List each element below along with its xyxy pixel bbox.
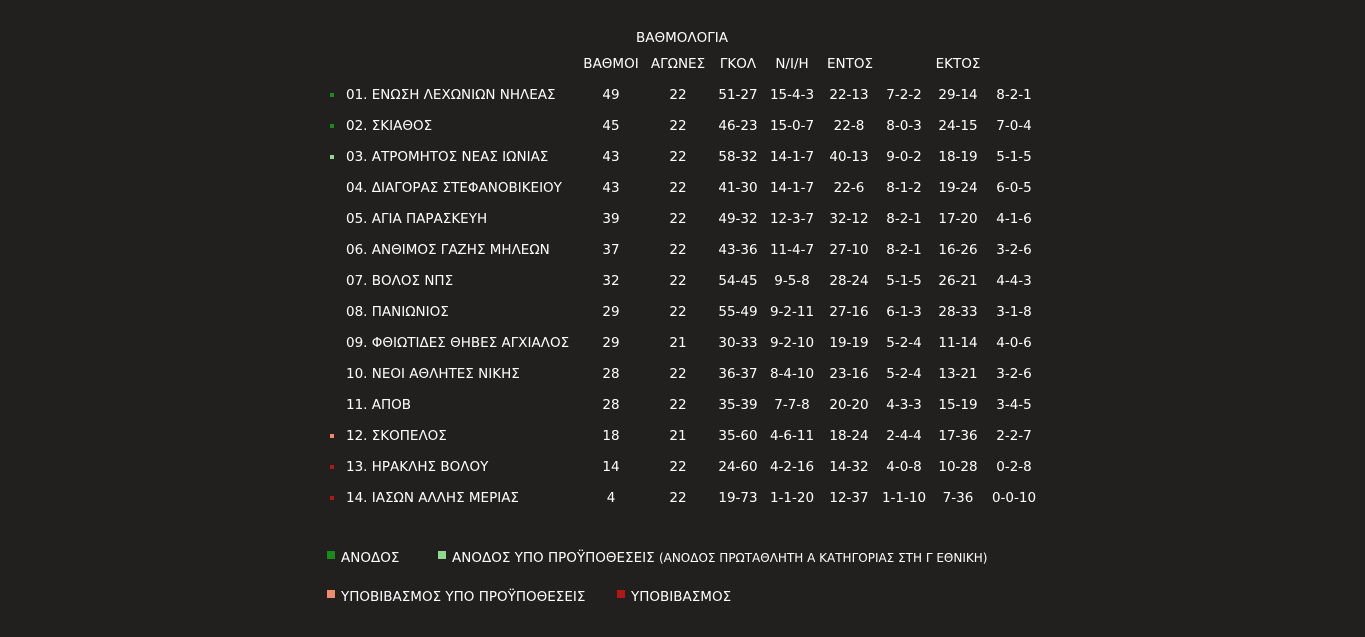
legend-conditional-relegation-label: ΥΠΟΒΙΒΑΣΜΟΣ ΥΠΟ ΠΡΟΫΠΟΘΕΣΕΙΣ (341, 589, 586, 605)
cell-matches: 22 (669, 242, 687, 258)
cell-away-wdl: 3-2-6 (996, 242, 1032, 258)
cell-matches: 22 (669, 459, 687, 475)
table-row (0, 421, 1365, 452)
cell-wdl: 4-6-11 (769, 428, 815, 444)
cell-away-goals: 18-19 (938, 149, 978, 165)
status-marker (330, 155, 334, 159)
cell-away-wdl: 3-4-5 (996, 397, 1032, 413)
cell-matches: 22 (669, 273, 687, 289)
status-marker (330, 124, 334, 128)
legend-promotion-label: ΑΝΟΔΟΣ (341, 550, 400, 566)
cell-home-goals: 22-6 (833, 180, 865, 196)
cell-matches: 22 (669, 149, 687, 165)
cell-home-wdl: 4-0-8 (886, 459, 922, 475)
cell-home-goals: 18-24 (829, 428, 869, 444)
cell-home-wdl: 7-2-2 (886, 87, 922, 103)
cell-matches: 22 (669, 180, 687, 196)
cell-away-wdl: 4-1-6 (996, 211, 1032, 227)
cell-points: 18 (602, 428, 620, 444)
cell-home-goals: 14-32 (829, 459, 869, 475)
cell-home-goals: 28-24 (829, 273, 869, 289)
cell-matches: 22 (669, 87, 687, 103)
cell-away-wdl: 8-2-1 (996, 87, 1032, 103)
status-marker (330, 465, 334, 469)
cell-matches: 21 (669, 335, 687, 351)
team-name: 08. ΠΑΝΙΩΝΙΟΣ (346, 304, 449, 320)
team-name: 06. ΑΝΘΙΜΟΣ ΓΑΖΗΣ ΜΗΛΕΩΝ (346, 242, 550, 258)
cell-goals: 54-45 (718, 273, 758, 289)
cell-points: 49 (602, 87, 620, 103)
cell-wdl: 4-2-16 (769, 459, 815, 475)
status-marker (330, 434, 334, 438)
cell-away-wdl: 0-2-8 (996, 459, 1032, 475)
table-row (0, 80, 1365, 111)
cell-points: 45 (602, 118, 620, 134)
cell-home-wdl: 4-3-3 (886, 397, 922, 413)
header-home: ΕΝΤΟΣ (826, 56, 874, 72)
cell-points: 39 (602, 211, 620, 227)
cell-goals: 49-32 (718, 211, 758, 227)
status-marker (330, 496, 334, 500)
cell-home-wdl: 5-2-4 (886, 366, 922, 382)
cell-away-goals: 26-21 (938, 273, 978, 289)
cell-goals: 43-36 (718, 242, 758, 258)
cell-away-wdl: 7-0-4 (996, 118, 1032, 134)
cell-points: 28 (602, 397, 620, 413)
cell-away-goals: 7-36 (942, 490, 974, 506)
team-name: 02. ΣΚΙΑΘΟΣ (346, 118, 433, 134)
cell-away-goals: 28-33 (938, 304, 978, 320)
cell-home-goals: 27-16 (829, 304, 869, 320)
cell-matches: 22 (669, 304, 687, 320)
team-name: 07. ΒΟΛΟΣ ΝΠΣ (346, 273, 454, 289)
table-row (0, 204, 1365, 235)
team-name: 14. ΙΑΣΩΝ ΑΛΛΗΣ ΜΕΡΙΑΣ (346, 490, 519, 506)
table-row (0, 390, 1365, 421)
conditional-relegation-swatch (327, 590, 335, 598)
team-name: 10. ΝΕΟΙ ΑΘΛΗΤΕΣ ΝΙΚΗΣ (346, 366, 520, 382)
legend-conditional-promotion-note: (ΑΝΟΔΟΣ ΠΡΩΤΑΘΛΗΤΗ Α ΚΑΤΗΓΟΡΙΑΣ ΣΤΗ Γ ΕΘΝΙΚΗ) (658, 551, 988, 565)
table-row (0, 142, 1365, 173)
cell-goals: 35-60 (718, 428, 758, 444)
table-row (0, 297, 1365, 328)
cell-matches: 22 (669, 211, 687, 227)
cell-wdl: 1-1-20 (769, 490, 815, 506)
cell-home-goals: 22-13 (829, 87, 869, 103)
cell-home-goals: 27-10 (829, 242, 869, 258)
cell-goals: 24-60 (718, 459, 758, 475)
cell-home-wdl: 2-4-4 (886, 428, 922, 444)
legend-conditional-promotion-label (452, 550, 987, 566)
cell-wdl: 9-5-8 (774, 273, 810, 289)
cell-wdl: 12-3-7 (769, 211, 815, 227)
cell-home-wdl: 8-1-2 (886, 180, 922, 196)
cell-home-wdl: 8-2-1 (886, 211, 922, 227)
promotion-swatch (327, 551, 335, 559)
cell-away-wdl: 4-4-3 (996, 273, 1032, 289)
cell-wdl: 9-2-11 (769, 304, 815, 320)
cell-points: 29 (602, 304, 620, 320)
team-name: 12. ΣΚΟΠΕΛΟΣ (346, 428, 447, 444)
cell-home-goals: 12-37 (829, 490, 869, 506)
standings-title: ΒΑΘΜΟΛΟΓΙΑ (636, 30, 728, 46)
cell-goals: 46-23 (718, 118, 758, 134)
cell-matches: 22 (669, 366, 687, 382)
cell-home-goals: 23-16 (829, 366, 869, 382)
cell-matches: 22 (669, 490, 687, 506)
cell-home-goals: 40-13 (829, 149, 869, 165)
cell-away-wdl: 2-2-7 (996, 428, 1032, 444)
header-wdl: Ν/Ι/Η (775, 56, 809, 72)
cell-away-goals: 15-19 (938, 397, 978, 413)
team-name: 01. ΕΝΩΣΗ ΛΕΧΩΝΙΩΝ ΝΗΛΕΑΣ (346, 87, 556, 103)
cell-wdl: 14-1-7 (769, 149, 815, 165)
cell-matches: 21 (669, 428, 687, 444)
cell-away-goals: 24-15 (938, 118, 978, 134)
cell-points: 4 (606, 490, 616, 506)
cell-away-wdl: 3-1-8 (996, 304, 1032, 320)
cell-wdl: 11-4-7 (769, 242, 815, 258)
cell-points: 14 (602, 459, 620, 475)
cell-points: 29 (602, 335, 620, 351)
cell-away-goals: 17-20 (938, 211, 978, 227)
cell-away-goals: 17-36 (938, 428, 978, 444)
cell-away-wdl: 3-2-6 (996, 366, 1032, 382)
cell-away-wdl: 0-0-10 (991, 490, 1037, 506)
table-row (0, 483, 1365, 514)
cell-goals: 36-37 (718, 366, 758, 382)
cell-away-goals: 11-14 (938, 335, 978, 351)
cell-away-goals: 29-14 (938, 87, 978, 103)
cell-home-wdl: 5-1-5 (886, 273, 922, 289)
cell-goals: 35-39 (718, 397, 758, 413)
cell-home-goals: 20-20 (829, 397, 869, 413)
cell-home-wdl: 5-2-4 (886, 335, 922, 351)
cell-points: 32 (602, 273, 620, 289)
table-row (0, 328, 1365, 359)
status-marker (330, 93, 334, 97)
table-row (0, 235, 1365, 266)
cell-home-goals: 19-19 (829, 335, 869, 351)
team-name: 03. ΑΤΡΟΜΗΤΟΣ ΝΕΑΣ ΙΩΝΙΑΣ (346, 149, 549, 165)
cell-away-wdl: 6-0-5 (996, 180, 1032, 196)
cell-matches: 22 (669, 397, 687, 413)
cell-home-goals: 22-8 (833, 118, 865, 134)
team-name: 13. ΗΡΑΚΛΗΣ ΒΟΛΟΥ (346, 459, 489, 475)
legend-relegation-label: ΥΠΟΒΙΒΑΣΜΟΣ (631, 589, 732, 605)
cell-home-wdl: 1-1-10 (881, 490, 927, 506)
team-name: 11. ΑΠΟΒ (346, 397, 412, 413)
cell-away-goals: 13-21 (938, 366, 978, 382)
cell-home-wdl: 8-0-3 (886, 118, 922, 134)
header-matches: ΑΓΩΝΕΣ (650, 56, 706, 72)
conditional-promotion-swatch (438, 551, 446, 559)
cell-away-goals: 19-24 (938, 180, 978, 196)
relegation-swatch (617, 590, 625, 598)
table-row (0, 111, 1365, 142)
cell-goals: 30-33 (718, 335, 758, 351)
cell-wdl: 15-0-7 (769, 118, 815, 134)
cell-home-wdl: 6-1-3 (886, 304, 922, 320)
cell-wdl: 15-4-3 (769, 87, 815, 103)
cell-wdl: 9-2-10 (769, 335, 815, 351)
cell-points: 37 (602, 242, 620, 258)
legend-conditional-promotion-text: ΑΝΟΔΟΣ ΥΠΟ ΠΡΟΫΠΟΘΕΣΕΙΣ (452, 550, 655, 566)
header-away: ΕΚΤΟΣ (935, 56, 981, 72)
cell-goals: 41-30 (718, 180, 758, 196)
cell-away-goals: 10-28 (938, 459, 978, 475)
cell-away-wdl: 5-1-5 (996, 149, 1032, 165)
cell-matches: 22 (669, 118, 687, 134)
cell-goals: 55-49 (718, 304, 758, 320)
header-points: ΒΑΘΜΟΙ (583, 56, 639, 72)
cell-home-wdl: 9-0-2 (886, 149, 922, 165)
cell-home-wdl: 8-2-1 (886, 242, 922, 258)
cell-away-goals: 16-26 (938, 242, 978, 258)
cell-points: 43 (602, 149, 620, 165)
cell-wdl: 7-7-8 (774, 397, 810, 413)
table-row (0, 359, 1365, 390)
table-row (0, 452, 1365, 483)
cell-points: 28 (602, 366, 620, 382)
table-row (0, 266, 1365, 297)
cell-goals: 58-32 (718, 149, 758, 165)
cell-home-goals: 32-12 (829, 211, 869, 227)
cell-goals: 51-27 (718, 87, 758, 103)
team-name: 05. ΑΓΙΑ ΠΑΡΑΣΚΕΥΗ (346, 211, 488, 227)
cell-wdl: 8-4-10 (769, 366, 815, 382)
header-goals: ΓΚΟΛ (719, 56, 757, 72)
team-name: 04. ΔΙΑΓΟΡΑΣ ΣΤΕΦΑΝΟΒΙΚΕΙΟΥ (346, 180, 562, 196)
cell-away-wdl: 4-0-6 (996, 335, 1032, 351)
team-name: 09. ΦΘΙΩΤΙΔΕΣ ΘΗΒΕΣ ΑΓΧΙΑΛΟΣ (346, 335, 570, 351)
cell-points: 43 (602, 180, 620, 196)
cell-goals: 19-73 (718, 490, 758, 506)
cell-wdl: 14-1-7 (769, 180, 815, 196)
table-row (0, 173, 1365, 204)
